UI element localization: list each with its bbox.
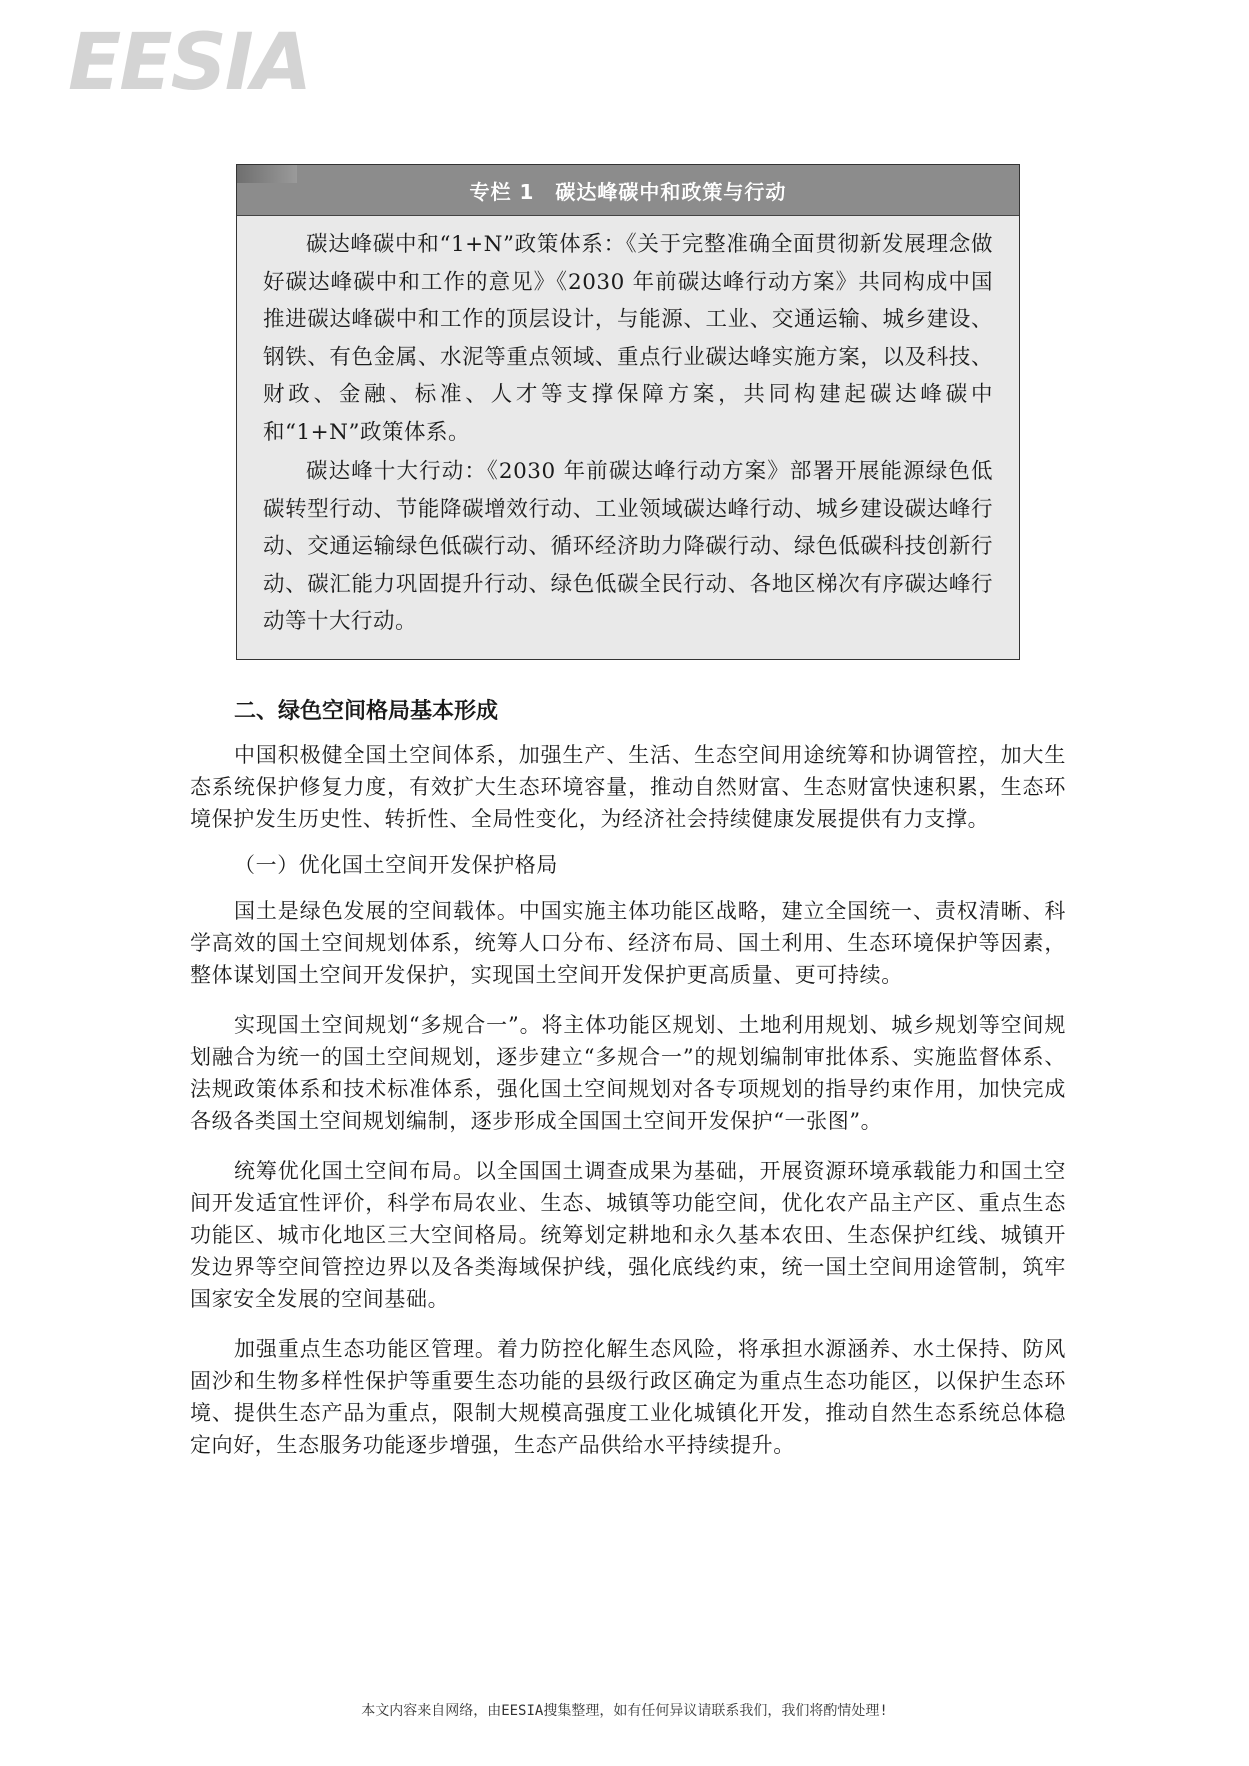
eesia-logo: EESIA: [68, 18, 311, 108]
column-paragraph: 碳达峰十大行动：《2030 年前碳达峰行动方案》部署开展能源绿色低碳转型行动、节能降碳增效行动、工业领域碳达峰行动、城乡建设碳达峰行动、交通运输绿色低碳行动、循环经济助力降碳行动、绿色低碳科技创新行动、碳汇能力巩固提升行动、绿色低碳全民行动、各地区梯次有序碳达峰行动等十大行动。: [263, 459, 993, 634]
column-box: [236, 164, 1020, 660]
body-paragraph: 国土是绿色发展的空间载体。中国实施主体功能区战略，建立全国统一、责权清晰、科学高效的国土空间规划体系，统筹人口分布、经济布局、国土利用、生态环境保护等因素，整体谋划国土空间开发保护，实现国土空间开发保护更高质量、更可持续。: [190, 899, 1066, 987]
column-title: 专栏 1 碳达峰碳中和政策与行动: [469, 179, 787, 204]
footer-disclaimer: 本文内容来自网络，由EESIA搜集整理，如有任何异议请联系我们，我们将酌情处理!: [361, 1703, 888, 1719]
body-paragraph: 统筹优化国土空间布局。以全国国土调查成果为基础，开展资源环境承载能力和国土空间开发适宜性评价，科学布局农业、生态、城镇等功能空间，优化农产品主产区、重点生态功能区、城市化地区三大空间格局。统筹划定耕地和永久基本农田、生态保护红线、城镇开发边界等空间管控边界以及各类海域保护线，强化底线约束，统一国土空间用途管制，筑牢国家安全发展的空间基础。: [190, 1159, 1066, 1311]
section-intro: 中国积极健全国土空间体系，加强生产、生活、生态空间用途统筹和协调管控，加大生态系统保护修复力度，有效扩大生态环境容量，推动自然财富、生态财富快速积累，生态环境保护发生历史性、转折性、全局性变化，为经济社会持续健康发展提供有力支撑。: [190, 743, 1066, 831]
main-content: [190, 694, 1066, 1479]
column-header: [237, 165, 1019, 216]
header-corner-decoration: [237, 165, 297, 183]
subsection-heading: （一）优化国土空间开发保护格局: [234, 853, 558, 877]
body-paragraph: 加强重点生态功能区管理。着力防控化解生态风险，将承担水源涵养、水土保持、防风固沙和生物多样性保护等重要生态功能的县级行政区确定为重点生态功能区，以保护生态环境、提供生态产品为重点，限制大规模高强度工业化城镇化开发，推动自然生态系统总体稳定向好，生态服务功能逐步增强，生态产品供给水平持续提升。: [190, 1337, 1066, 1457]
column-paragraph: 碳达峰碳中和“1+N”政策体系：《关于完整准确全面贯彻新发展理念做好碳达峰碳中和工作的意见》《2030 年前碳达峰行动方案》共同构成中国推进碳达峰碳中和工作的顶层设计，与能源、工业、交通运输、城乡建设、钢铁、有色金属、水泥等重点领域、重点行业碳达峰实施方案，以及科技、财政、金融、标准、人才等支撑保障方案，共同构建起碳达峰碳中和“1+N”政策体系。: [263, 232, 993, 445]
body-paragraph: 实现国土空间规划“多规合一”。将主体功能区规划、土地利用规划、城乡规划等空间规划融合为统一的国土空间规划，逐步建立“多规合一”的规划编制审批体系、实施监督体系、法规政策体系和技术标准体系，强化国土空间规划对各专项规划的指导约束作用，加快完成各级各类国土空间规划编制，逐步形成全国国土空间开发保护“一张图”。: [190, 1013, 1066, 1133]
section-heading: 二、绿色空间格局基本形成: [234, 699, 499, 724]
column-body: [237, 216, 1019, 641]
